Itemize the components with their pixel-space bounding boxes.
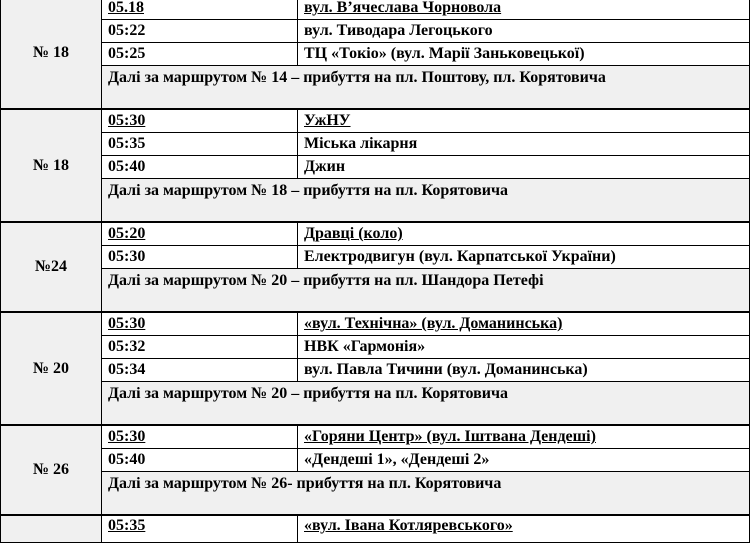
stop-name: «вул. Технічна» (вул. Доманинська) bbox=[298, 312, 750, 336]
stop-name: УжНУ bbox=[298, 109, 750, 133]
stop-name: вул. Тиводара Легоцького bbox=[298, 20, 750, 43]
stop-name: Джин bbox=[298, 156, 750, 179]
departure-time: 05:30 bbox=[102, 109, 298, 133]
departure-time: 05:35 bbox=[102, 515, 298, 543]
departure-time: 05.18 bbox=[102, 0, 298, 20]
schedule-row bbox=[1, 515, 750, 543]
route-number bbox=[1, 515, 102, 543]
departure-time: 05:40 bbox=[102, 156, 298, 179]
stop-name: «Дендеші 1», «Дендеші 2» bbox=[298, 449, 750, 472]
departure-time: 05:35 bbox=[102, 133, 298, 156]
route-continuation-note: Далі за маршрутом № 20 – прибуття на пл. Корятовича bbox=[102, 382, 750, 426]
stop-name: ТЦ «Токіо» (вул. Марії Заньковецької) bbox=[298, 43, 750, 66]
departure-time: 05:40 bbox=[102, 449, 298, 472]
schedule-row bbox=[1, 133, 750, 156]
departure-time: 05:32 bbox=[102, 336, 298, 359]
route-continuation-row bbox=[1, 382, 750, 426]
stop-name: вул. Павла Тичини (вул. Доманинська) bbox=[298, 359, 750, 382]
stop-name: вул. В’ячеслава Чорновола bbox=[298, 0, 750, 20]
departure-time: 05:30 bbox=[102, 312, 298, 336]
departure-time: 05:25 bbox=[102, 43, 298, 66]
schedule-row bbox=[1, 359, 750, 382]
stop-name: Електродвигун (вул. Карпатської України) bbox=[298, 246, 750, 269]
schedule-row bbox=[1, 109, 750, 133]
route-continuation-note: Далі за маршрутом № 20 – прибуття на пл. Шандора Петефі bbox=[102, 269, 750, 313]
route-number: № 20 bbox=[1, 312, 102, 425]
stop-name: «вул. Івана Котляревського» bbox=[298, 515, 750, 543]
route-continuation-row bbox=[1, 269, 750, 313]
route-continuation-note: Далі за маршрутом № 18 – прибуття на пл. Корятовича bbox=[102, 179, 750, 223]
schedule-row bbox=[1, 312, 750, 336]
schedule-row bbox=[1, 222, 750, 246]
route-number: № 18 bbox=[1, 109, 102, 222]
departure-time: 05:22 bbox=[102, 20, 298, 43]
departure-time: 05:20 bbox=[102, 222, 298, 246]
route-number: № 26 bbox=[1, 425, 102, 515]
stop-name: Міська лікарня bbox=[298, 133, 750, 156]
departure-time: 05:34 bbox=[102, 359, 298, 382]
stop-name: «Горяни Центр» (вул. Іштвана Дендеші) bbox=[298, 425, 750, 449]
departure-time: 05:30 bbox=[102, 246, 298, 269]
schedule-row bbox=[1, 336, 750, 359]
schedule-row bbox=[1, 449, 750, 472]
schedule-row bbox=[1, 0, 750, 20]
route-continuation-row bbox=[1, 66, 750, 110]
route-continuation-note: Далі за маршрутом № 26- прибуття на пл. Корятовича bbox=[102, 472, 750, 516]
schedule-row bbox=[1, 425, 750, 449]
schedule-row bbox=[1, 246, 750, 269]
schedule-row bbox=[1, 43, 750, 66]
route-number: №24 bbox=[1, 222, 102, 312]
route-continuation-row bbox=[1, 179, 750, 223]
stop-name: НВК «Гармонія» bbox=[298, 336, 750, 359]
route-continuation-note: Далі за маршрутом № 14 – прибуття на пл. Поштову, пл. Корятовича bbox=[102, 66, 750, 110]
route-number: № 18 bbox=[1, 0, 102, 109]
schedule-row bbox=[1, 20, 750, 43]
departure-time: 05:30 bbox=[102, 425, 298, 449]
stop-name: Дравці (коло) bbox=[298, 222, 750, 246]
route-continuation-row bbox=[1, 472, 750, 516]
schedule-row bbox=[1, 156, 750, 179]
